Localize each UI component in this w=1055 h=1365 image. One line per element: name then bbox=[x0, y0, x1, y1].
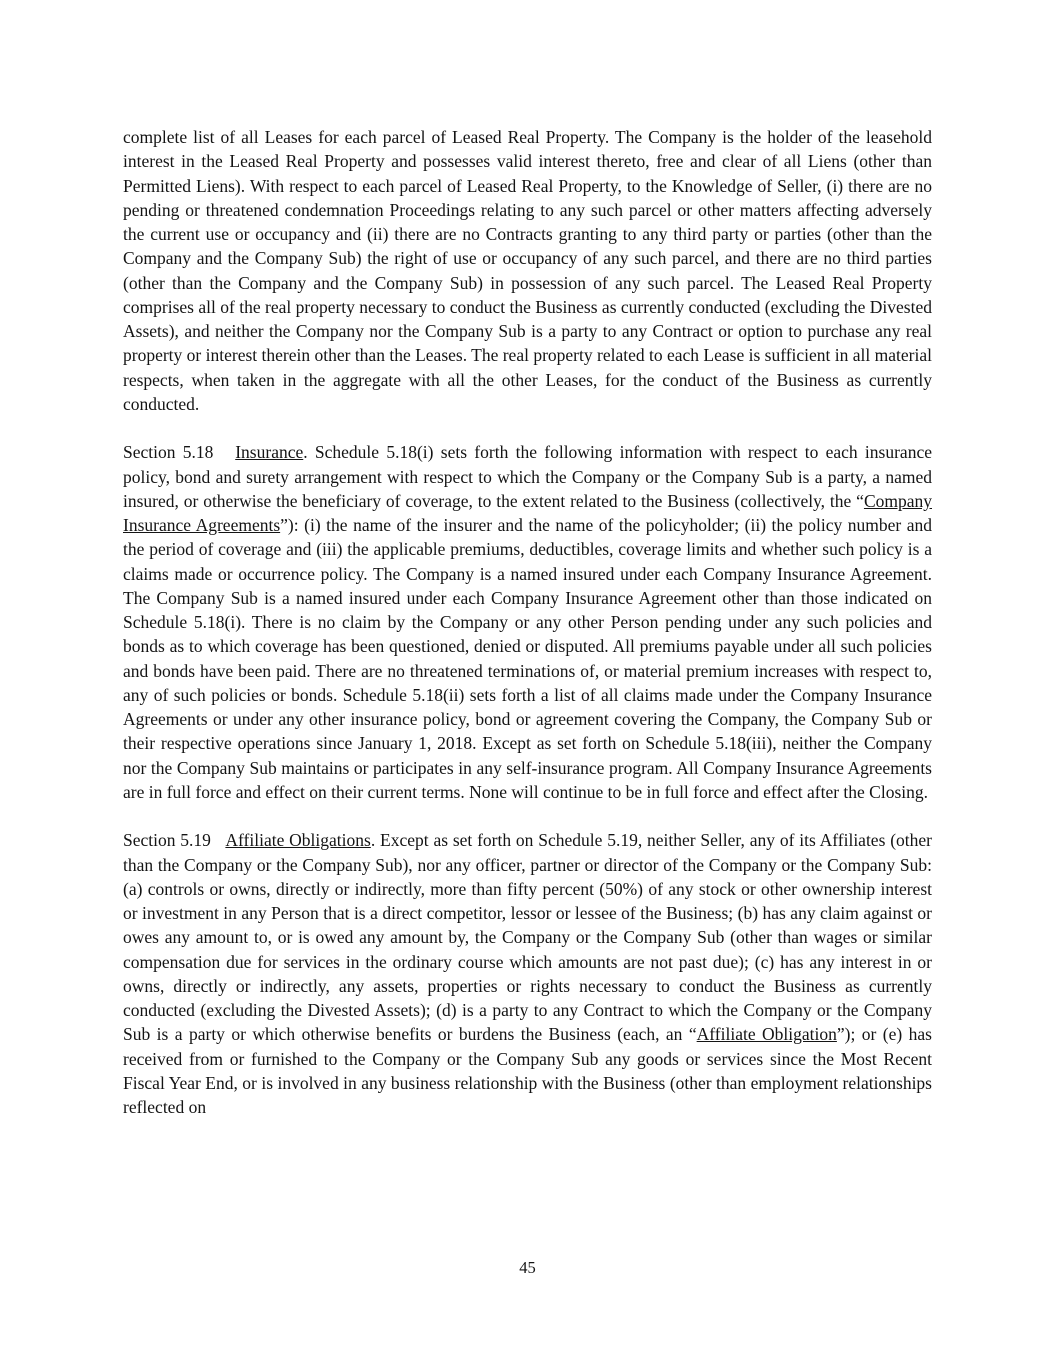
paragraph-section-5-18 bbox=[123, 440, 932, 804]
paragraph-text: ”); or (e) has received from or furnished to the Company or the Company Sub any goods or services since the Most Recent Fiscal Year End, or is involved in any business relationship with the Business (other than employment relationships reflected on bbox=[123, 1024, 932, 1117]
page-number: 45 bbox=[519, 1258, 536, 1277]
paragraph-text: ”): (i) the name of the insurer and the name of the policyholder; (ii) the policy number and the period of coverage and (iii) the applicable premiums, deductibles, coverage limits and whether such policy is a claims made or occurrence policy. The Company is a named insured under each Company Insurance Agreement. The Company Sub is a named insured under each Company Insurance Agreement other than those indicated on Schedule 5.18(i). There is no claim by the Company or any other Person pending under any such policies and bonds as to which coverage has been questioned, denied or disputed. All premiums payable under all such policies and bonds have been paid. There are no threatened terminations of, or material premium increases with respect to, any of such policies or bonds. Schedule 5.18(ii) sets forth a list of all claims made under the Company Insurance Agreements or under any other insurance policy, bond or agreement covering the Company, the Company Sub or their respective operations since January 1, 2018. Except as set forth on Schedule 5.18(iii), neither the Company nor the Company Sub maintains or participates in any self-insurance program. All Company Insurance Agreements are in full force and effect on their current terms. None will continue to be in full force and effect after the Closing. bbox=[123, 515, 932, 802]
paragraph-section-5-19 bbox=[123, 828, 932, 1119]
document-body bbox=[123, 125, 932, 1119]
paragraph-text: complete list of all Leases for each parcel of Leased Real Property. The Company is the holder of the leasehold interest in the Leased Real Property and possesses valid interest thereto, free and clear of all Liens (other than Permitted Liens). With respect to each parcel of Leased Real Property, to the Knowledge of Seller, (i) there are no pending or threatened condemnation Proceedings relating to any such parcel or other matters affecting adversely the current use or occupancy and (ii) there are no Contracts granting to any third party or parties (other than the Company and the Company Sub) the right of use or occupancy of any such parcel, and there are no third parties (other than the Company and the Company Sub) in possession of any such parcel. The Leased Real Property comprises all of the real property necessary to conduct the Business as currently conducted (excluding the Divested Assets), and neither the Company nor the Company Sub is a party to any Contract or option to purchase any real property or interest therein other than the Leases. The real property related to each Lease is sufficient in all material respects, when taken in the aggregate with all the other Leases, for the conduct of the Business as currently conducted. bbox=[123, 127, 932, 414]
defined-term-affiliate-obligation: Affiliate Obligation bbox=[696, 1024, 837, 1045]
paragraph-text: . Except as set forth on Schedule 5.19, neither Seller, any of its Affiliates (other than the Company or the Company Sub), nor any officer, partner or director of the Company or the Company Sub: (a) controls or owns, directly or indirectly, more than fifty percent (50%) of any stock or other ownership interest or investment in any Person that is a direct competitor, lessor or lessee of the Business; (b) has any claim against or owes any amount to, or is owed any amount by, the Company or the Company Sub (other than wages or similar compensation due for services in the ordinary course which amounts are not past due); (c) has any interest in or owns, directly or indirectly, any assets, properties or rights necessary to conduct the Business as currently conducted (excluding the Divested Assets); (d) is a party to any Contract to which the Company or the Company Sub is a party or which otherwise benefits or burdens the Business (each, an “ bbox=[123, 830, 932, 1045]
paragraph-leased-real-property bbox=[123, 125, 932, 416]
defined-term-insurance: Insurance bbox=[235, 442, 304, 463]
section-5-18-label: Section 5.18 bbox=[123, 442, 236, 463]
paragraph-text: . Schedule 5.18(i) sets forth the following information with respect to each insurance policy, bond and surety arrangement with respect to which the Company or the Company Sub is a party, a named insured, or otherwise the beneficiary of coverage, to the extent related to the Business (collectively, the “ bbox=[123, 442, 932, 511]
defined-term-company-insurance-agreements: Company Insurance Agreements bbox=[123, 490, 932, 535]
section-5-19-label: Section 5.19 bbox=[123, 830, 226, 851]
defined-term-affiliate-obligations: Affiliate Obligations bbox=[225, 830, 371, 851]
